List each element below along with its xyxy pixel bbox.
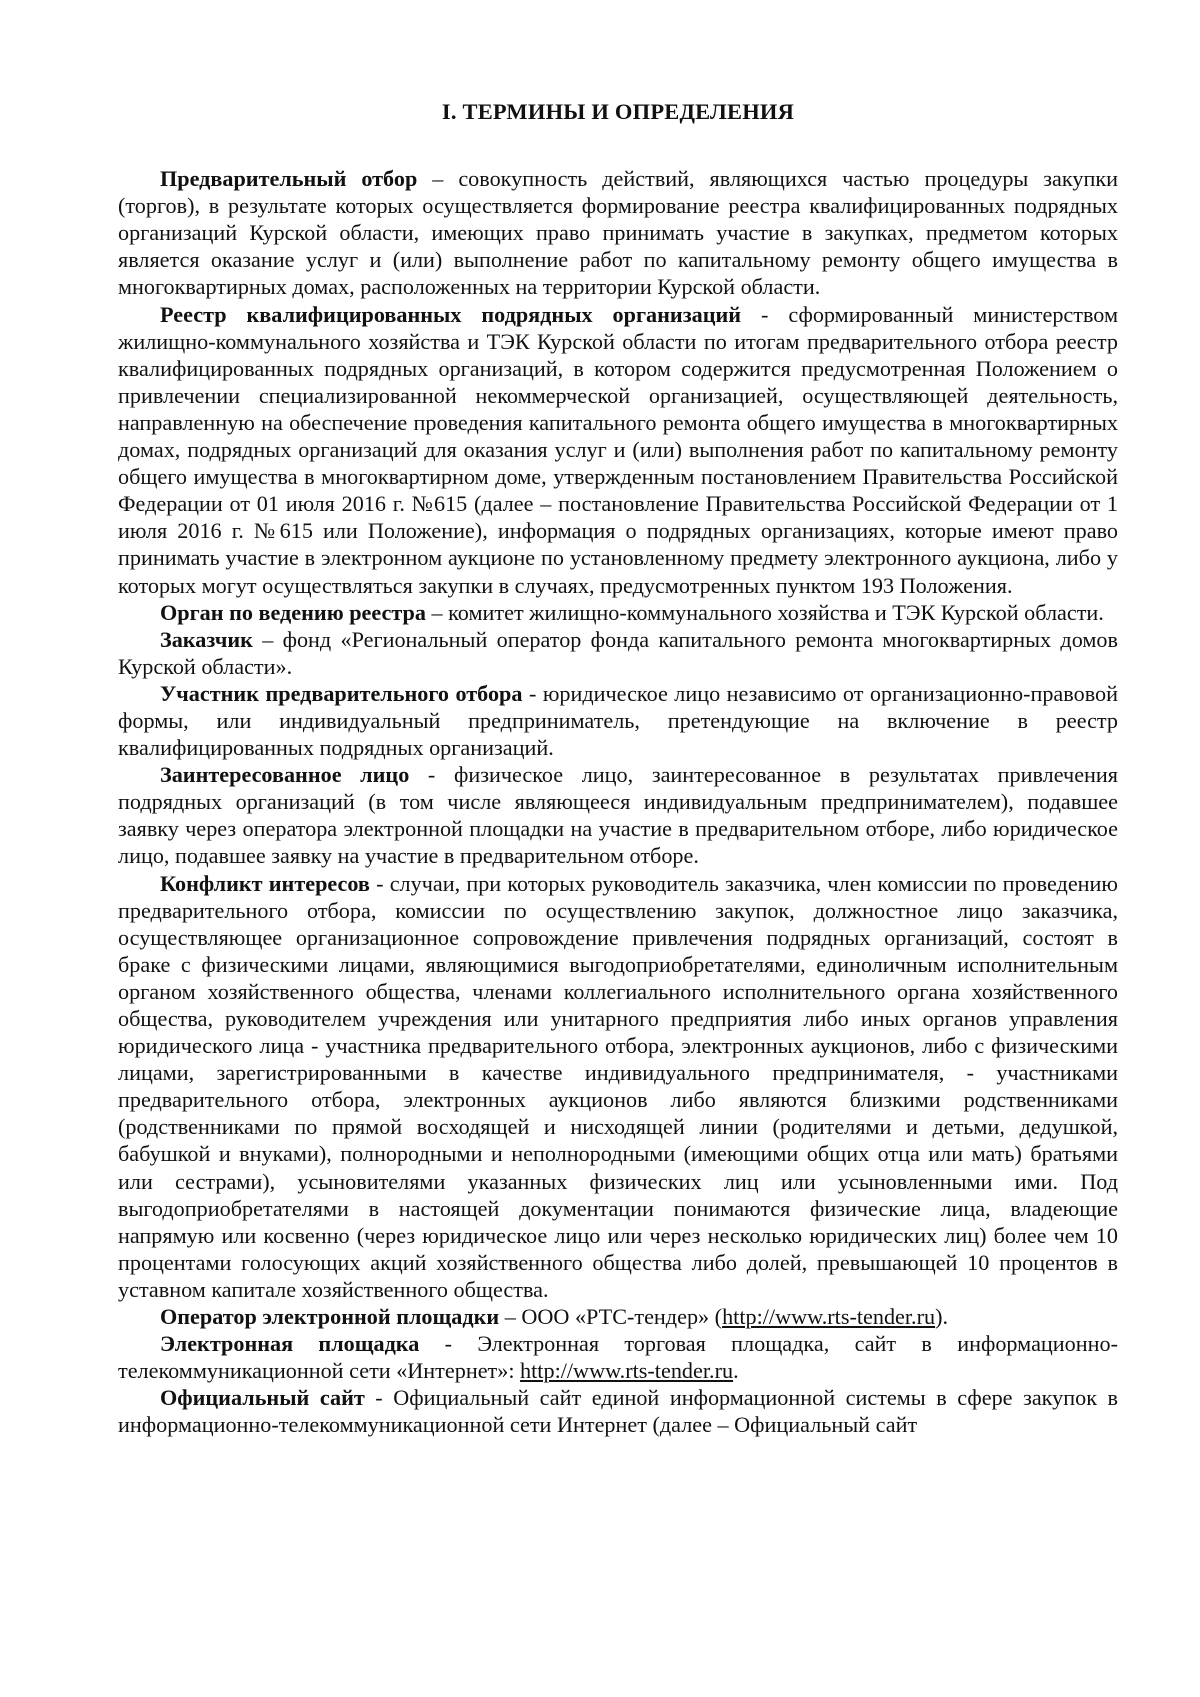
term: Электронная площадка <box>160 1331 420 1357</box>
definition-official-site <box>118 1384 1118 1438</box>
section-title: I. ТЕРМИНЫ И ОПРЕДЕЛЕНИЯ <box>441 99 795 124</box>
term: Конфликт интересов <box>160 870 370 896</box>
definition-registry-authority <box>118 599 1118 626</box>
definition-text-end: . <box>733 1358 739 1384</box>
definition-electronic-platform <box>118 1330 1118 1384</box>
definition-text: - Электронная торговая площадка, сайт в информационно-телекоммуникационной сети «Интернет»: <box>118 1331 1118 1384</box>
term: Реестр квалифицированных подрядных организаций <box>160 301 742 327</box>
definition-text: – ООО «РТС-тендер» ( <box>499 1304 723 1330</box>
rts-tender-link[interactable]: http://www.rts-tender.ru <box>722 1304 936 1330</box>
definition-conflict-of-interest <box>118 870 1118 1304</box>
definition-text: - юридическое лицо независимо от организационно-правовой формы, или индивидуальный предприниматель, претендующие на включение в реестр квалифицированных подрядных организаций. <box>118 680 1118 761</box>
term: Заинтересованное лицо <box>160 762 410 788</box>
definition-text: – фонд «Региональный оператор фонда капитального ремонта многоквартирных домов Курской области». <box>118 626 1118 679</box>
definition-customer <box>118 626 1118 680</box>
term: Предварительный отбор <box>160 166 418 192</box>
definition-text: – совокупность действий, являющихся частью процедуры закупки (торгов), в результате которых осуществляется формирование реестра квалифицированных подрядных организаций Курской области, имеющих право принимать участие в закупках, предметом которых является оказание услуг и (или) выполнение работ по капитальному ремонту общего имущества в многоквартирных домах, расположенных на территории Курской области. <box>118 166 1118 300</box>
definition-platform-operator <box>118 1303 1118 1330</box>
definition-preliminary-selection <box>118 165 1118 300</box>
term: Официальный сайт <box>160 1385 365 1411</box>
definition-text: – комитет жилищно-коммунального хозяйства и ТЭК Курской области. <box>425 599 1104 625</box>
definition-text: - Официальный сайт единой информационной системы в сфере закупок в информационно-телекоммуникационной сети Интернет (далее – Официальный сайт <box>118 1385 1118 1438</box>
definition-text-end: ). <box>935 1304 949 1330</box>
definition-text: - сформированный министерством жилищно-коммунального хозяйства и ТЭК Курской области по итогам предварительного отбора реестр квалифицированных подрядных организаций, в котором содержится предусмотренная Положением о привлечении специализированной некоммерческой организацией, осуществляющей деятельность, направленную на обеспечение проведения капитального ремонта общего имущества в многоквартирных домах, подрядных организаций для оказания услуг и (или) выполнения работ по капитальному ремонту общего имущества в многоквартирном доме, утвержденным постановлением Правительства Российской Федерации от 01 июля 2016 г. №615 (далее – постановление Правительства Российской Федерации от 1 июля 2016 г. №615 или Положение), информация о подрядных организациях, которые имеют право принимать участие в электронном аукционе по установленному предмету электронного аукциона, либо у которых могут осуществляться закупки в случаях, предусмотренных пунктом 193 Положения. <box>118 301 1118 598</box>
term: Орган по ведению реестра <box>160 599 426 625</box>
definition-registry <box>118 301 1118 599</box>
document-page <box>118 98 1118 1439</box>
definition-text: - физическое лицо, заинтересованное в результатах привлечения подрядных организаций (в том числе являющееся индивидуальным предпринимателем), подавшее заявку через оператора электронной площадки на участие в предварительном отборе, либо юридическое лицо, подавшее заявку на участие в предварительном отборе. <box>118 762 1118 869</box>
definition-participant <box>118 680 1118 761</box>
definition-interested-person <box>118 761 1118 869</box>
term: Оператор электронной площадки <box>160 1304 500 1330</box>
rts-tender-link[interactable]: http://www.rts-tender.ru <box>520 1358 734 1384</box>
term: Заказчик <box>160 626 253 652</box>
term: Участник предварительного отбора <box>160 680 523 706</box>
definition-text: - случаи, при которых руководитель заказчика, член комиссии по проведению предварительного отбора, комиссии по осуществлению закупок, должностное лицо заказчика, осуществляющее организационное сопровождение привлечения подрядных организаций, состоят в браке с физическими лицами, являющимися выгодоприобретателями, единоличным исполнительным органом хозяйственного общества, членами коллегиального исполнительного органа хозяйственного общества, руководителем учреждения или унитарного предприятия либо иных органов управления юридического лица - участника предварительного отбора, электронных аукционов, либо с физическими лицами, зарегистрированными в качестве индивидуального предпринимателя, - участниками предварительного отбора, электронных аукционов либо являются близкими родственниками (родственниками по прямой восходящей и нисходящей линии (родителями и детьми, дедушкой, бабушкой и внуками), полнородными и неполнородными (имеющими общих отца или мать) братьями или сестрами), усыновителями указанных физических лиц или усыновленными ими. Под выгодоприобретателями в настоящей документации понимаются физические лица, владеющие напрямую или косвенно (через юридическое лицо или через несколько юридических лиц) более чем 10 процентами голосующих акций хозяйственного общества либо долей, превышающей 10 процентов в уставном капитале хозяйственного общества. <box>118 870 1119 1302</box>
